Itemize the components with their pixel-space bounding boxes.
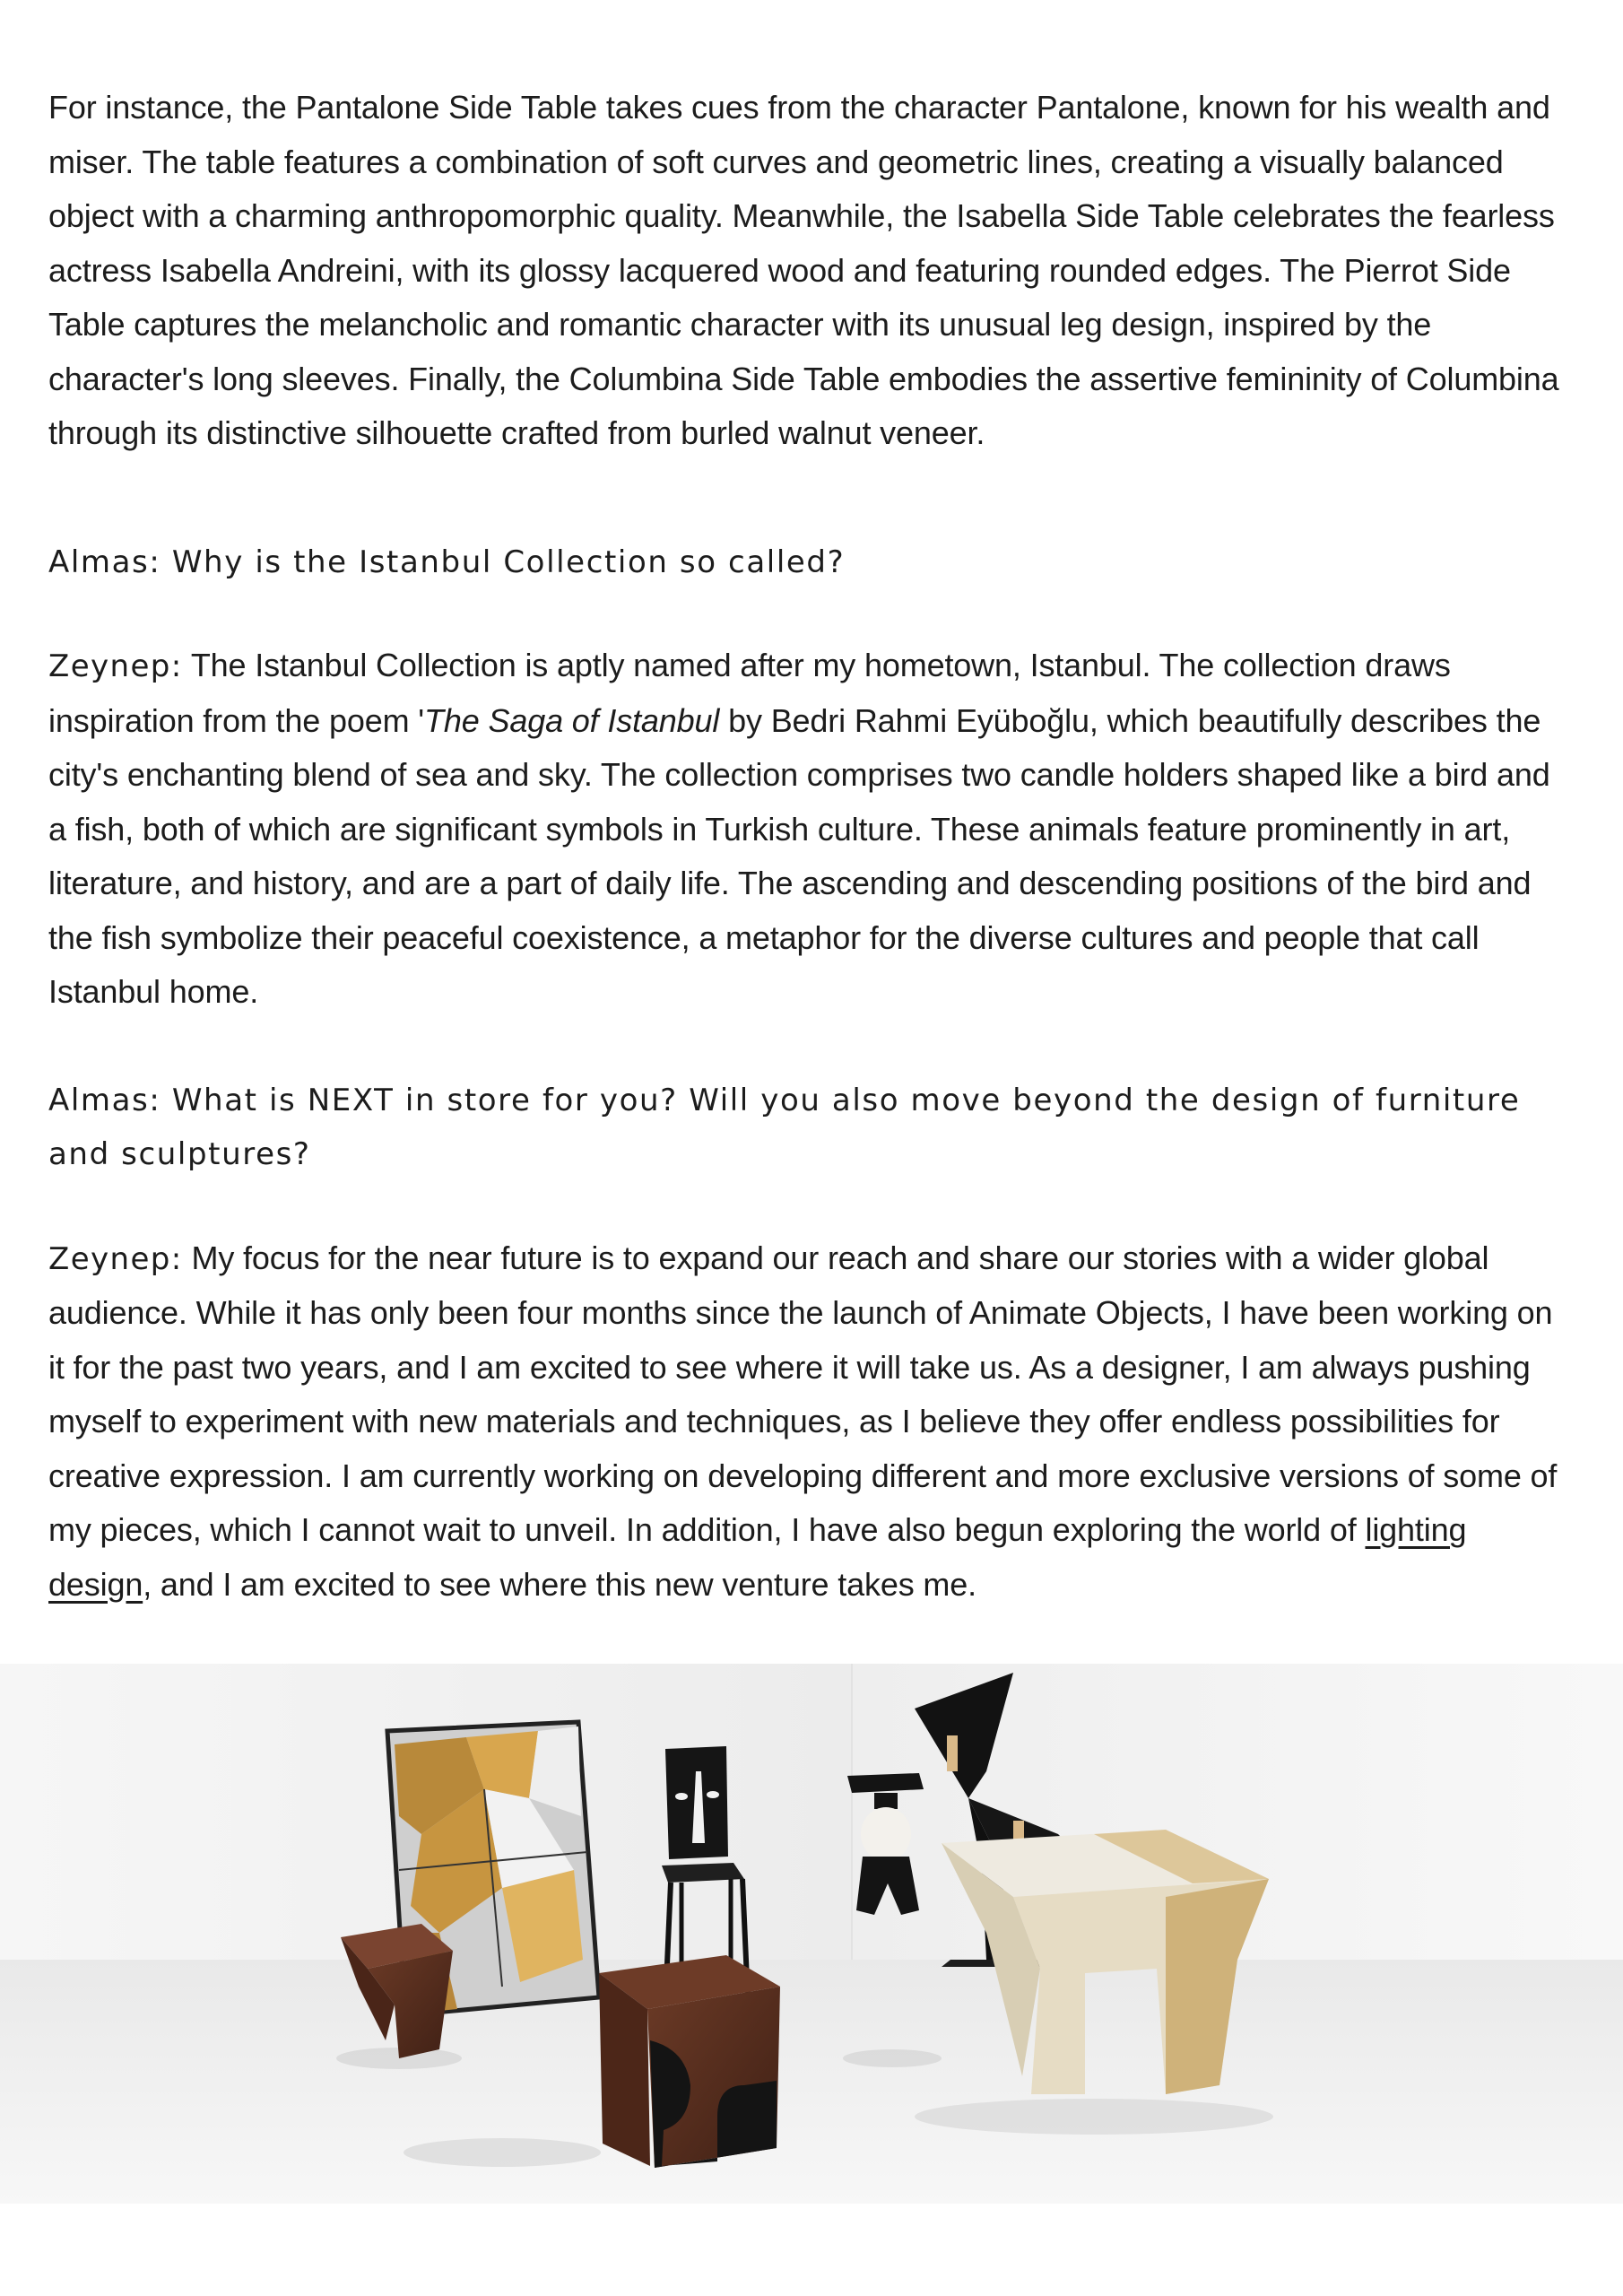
furniture-collection-photo bbox=[0, 1664, 1623, 2204]
speaker-label: Zeynep: bbox=[48, 648, 183, 684]
question-whats-next: Almas: What is NEXT in store for you? Will you also move beyond the design of furniture and sculptures? bbox=[48, 1082, 1521, 1172]
candle bbox=[947, 1735, 958, 1771]
floor bbox=[0, 1960, 1623, 2204]
answer-whats-next bbox=[48, 1231, 1573, 1613]
lighting-design-link[interactable]: lighting design bbox=[48, 1511, 1467, 1603]
answer-text-end: , and I am excited to see where this new venture takes me. bbox=[143, 1565, 976, 1603]
article-body bbox=[48, 81, 1573, 1612]
answer-text-start: The Istanbul Collection is aptly named after my hometown, Istanbul. The collection draws inspiration from the poem ' bbox=[48, 647, 1451, 739]
answer-text-start: My focus for the near future is to expand our reach and share our stories with a wider global audience. While it has only been four months since the launch of Animate Objects, I have been working on it for the past two years, and I am excited to see where it will take us. As a designer, I am always pushing myself to experiment with new materials and techniques, as I believe they offer endless possibilities for creative expression. I am currently working on developing different and more exclusive versions of some of my pieces, which I cannot wait to unveil. In addition, I have also begun exploring the world of bbox=[48, 1239, 1558, 1548]
speaker-label: Zeynep: bbox=[48, 1240, 183, 1277]
furniture-collection-illustration bbox=[0, 1664, 1623, 2204]
walnut-black-side-table-front bbox=[599, 1955, 780, 2168]
paragraph-side-tables: For instance, the Pantalone Side Table takes cues from the character Pantalone, known for his wealth and miser. The table features a combination of soft curves and geometric lines, creating a visually balanced object with a charming anthropomorphic quality. Meanwhile, the Isabella Side Table celebrates the fearless actress Isabella Andreini, with its glossy lacquered wood and featuring rounded edges. The Pierrot Side Table captures the melancholic and romantic character with its unusual leg design, inspired by the character's long sleeves. Finally, the Columbina Side Table embodies the assertive femininity of Columbina through its distinctive silhouette crafted from burled walnut veneer. bbox=[48, 89, 1559, 451]
question-istanbul-collection: Almas: Why is the Istanbul Collection so called? bbox=[48, 544, 846, 580]
answer-istanbul-collection bbox=[48, 639, 1573, 1020]
poem-title: The Saga of Istanbul bbox=[424, 701, 720, 739]
answer-text-end: by Bedri Rahmi Eyüboğlu, which beautifully describes the city's enchanting blend of sea and sky. The collection comprises two candle holders shaped like a bird and a fish, both of which are significant symbols in Turkish culture. These animals feature prominently in art, literature, and history, and are a part of daily life. The ascending and descending positions of the bird and the fish symbolize their peaceful coexistence, a metaphor for the diverse cultures and people that call Istanbul home. bbox=[48, 701, 1550, 1010]
